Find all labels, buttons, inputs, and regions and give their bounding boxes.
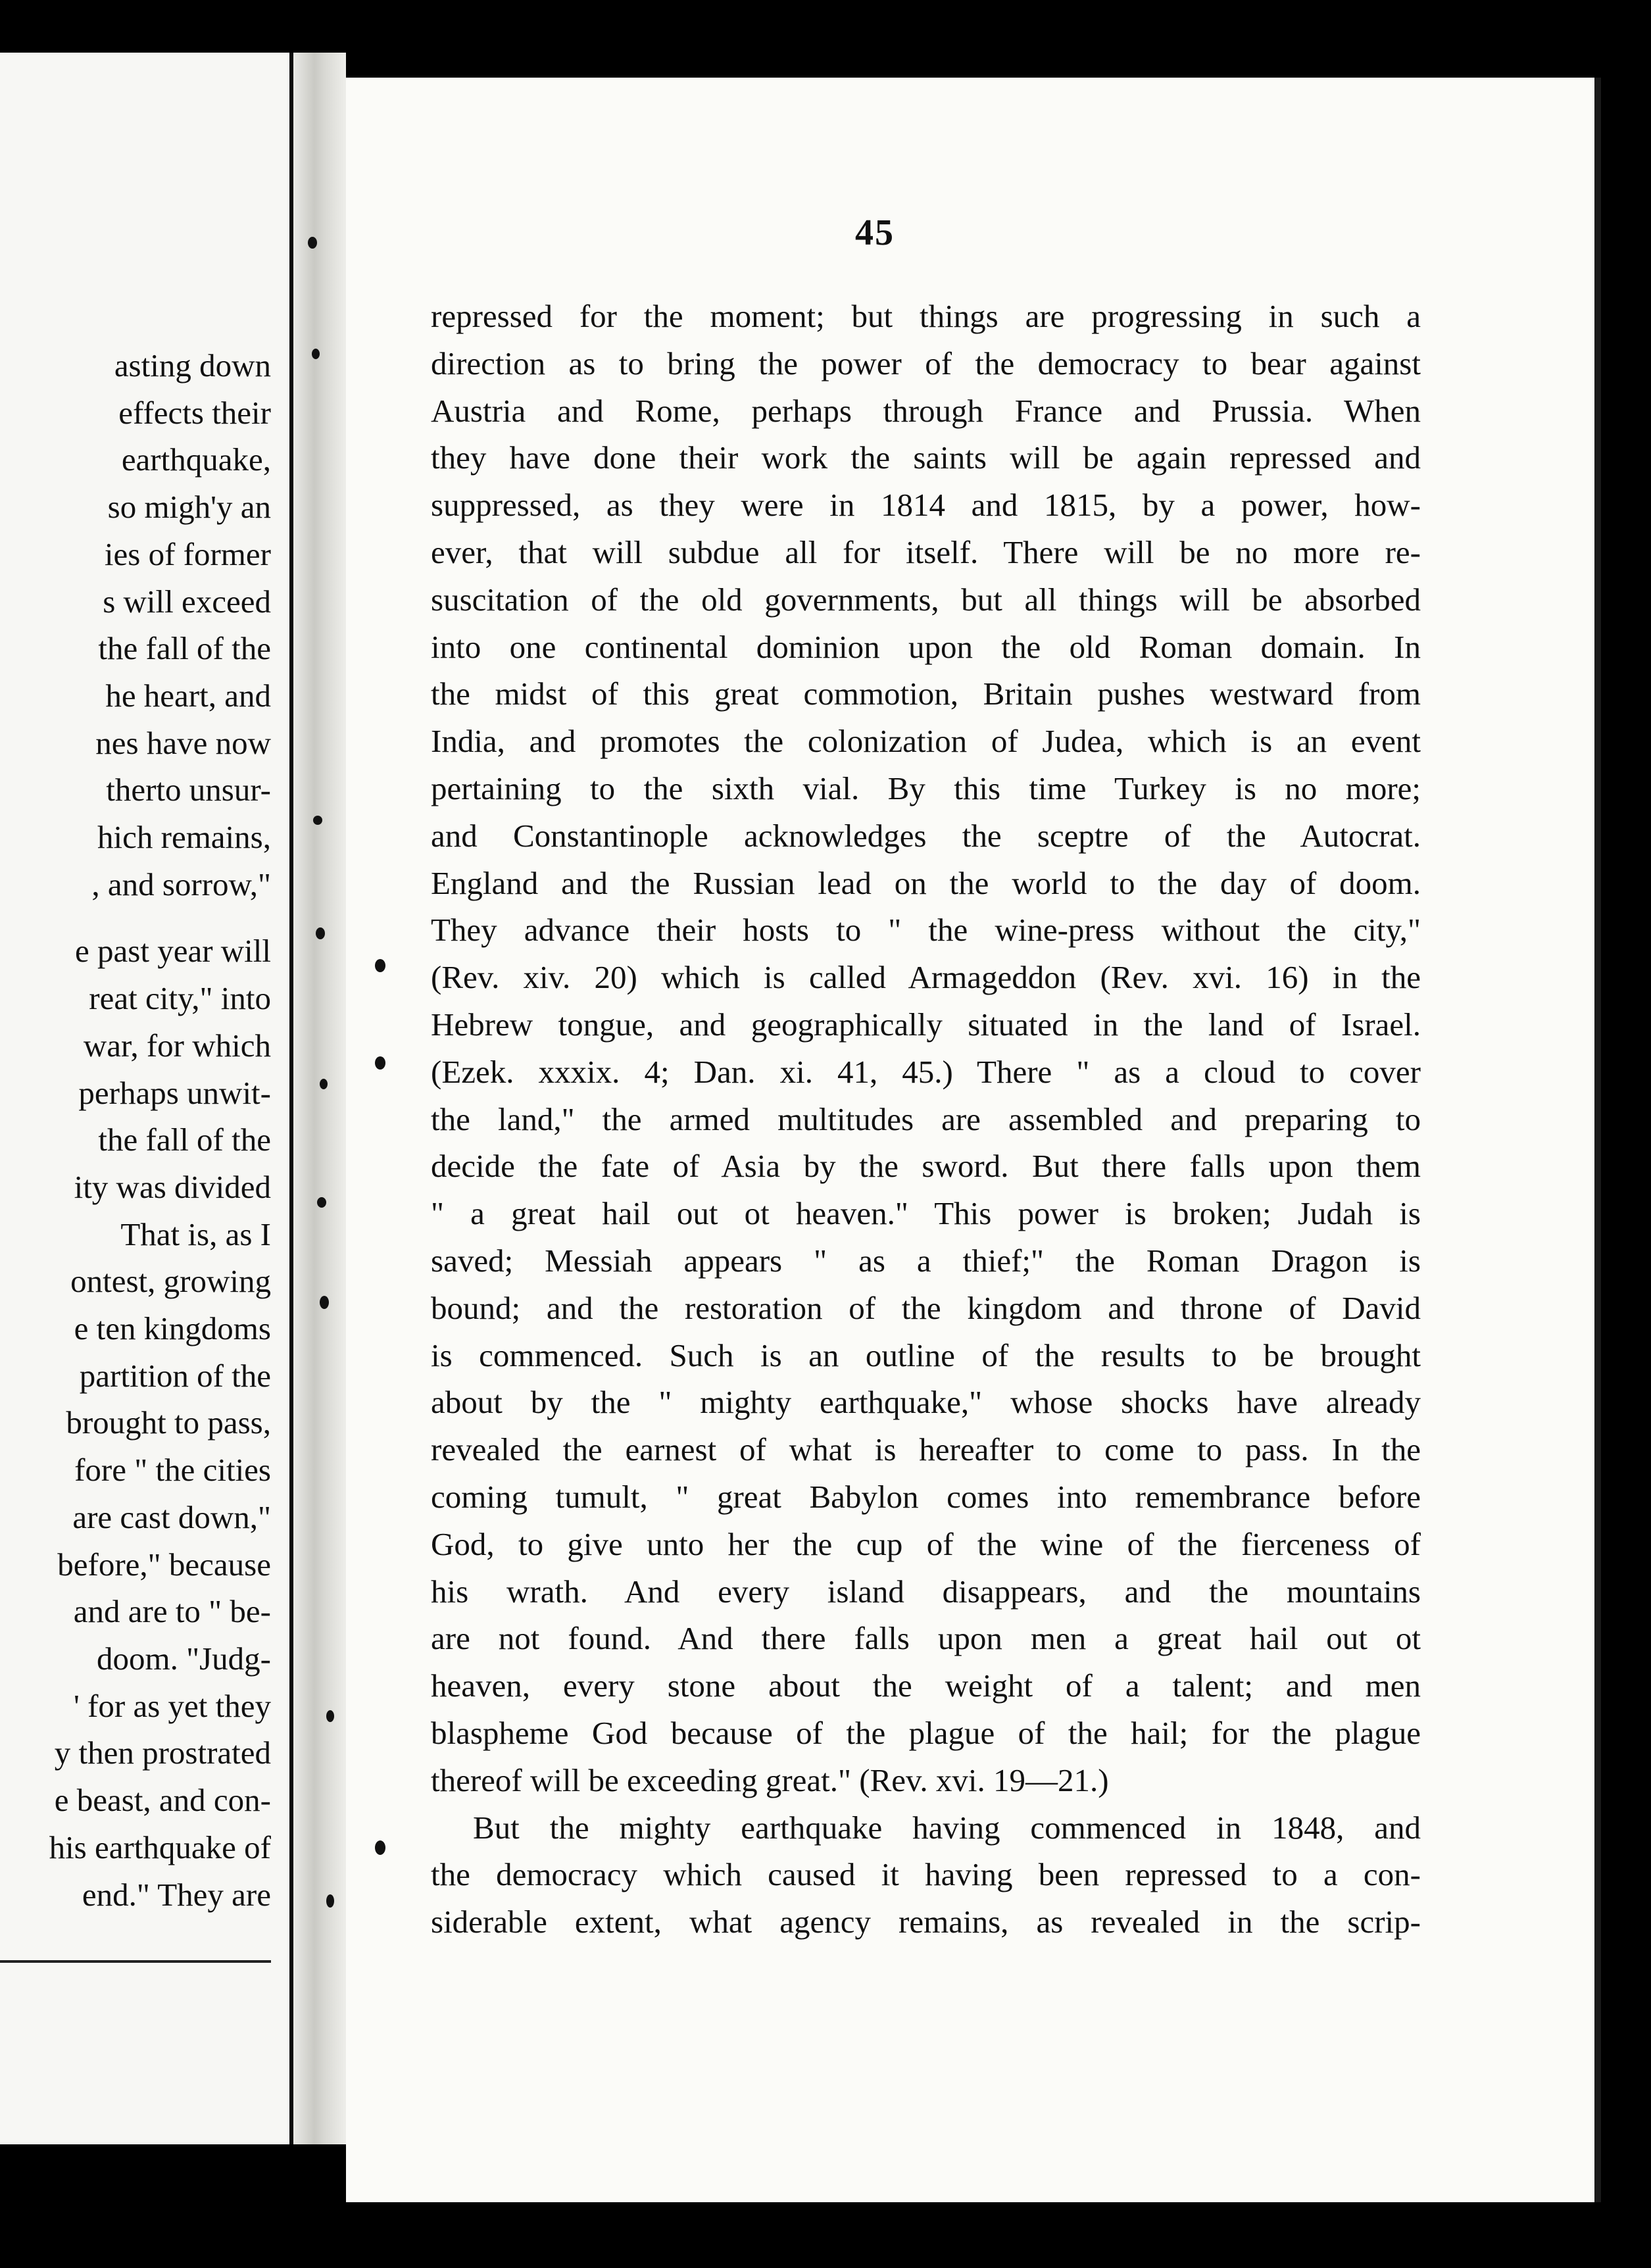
left-line: e beast, and con- <box>54 1782 271 1819</box>
text-line: (Ezek. xxxix. 4; Dan. xi. 41, 45.) There " as a cloud to cover <box>431 1053 1421 1090</box>
text-line: the land," the armed multitudes are assembled and preparing to <box>431 1100 1421 1137</box>
scan-speck <box>316 927 325 939</box>
left-line: the fall of the <box>98 1122 271 1158</box>
left-line: war, for which <box>83 1027 271 1064</box>
body-text <box>431 293 1421 1946</box>
text-line: Austria and Rome, perhaps through France and Prussia. When <box>431 392 1421 429</box>
scan-speck <box>320 1296 329 1309</box>
scan-speck <box>326 1894 334 1908</box>
left-line: and are to " be- <box>73 1593 271 1630</box>
scan-speck <box>313 816 322 825</box>
text-line: blaspheme God because of the plague of the hail; for the plague <box>431 1714 1421 1751</box>
left-line: the fall of the <box>98 630 271 667</box>
scan-speck <box>308 237 317 249</box>
left-line: doom. "Judg- <box>96 1640 271 1677</box>
left-line: nes have now <box>95 724 271 761</box>
scan-speck <box>375 1056 385 1070</box>
text-line: suscitation of the old governments, but all things will be absorbed <box>431 581 1421 618</box>
left-page-text <box>0 342 271 1918</box>
text-line: siderable extent, what agency remains, as revealed in the scrip- <box>431 1904 1421 1940</box>
left-line: e past year will <box>75 933 271 970</box>
scan-speck <box>312 349 320 359</box>
left-line: brought to pass, <box>66 1404 271 1441</box>
text-line: " a great hail out ot heaven." This power is broken; Judah is <box>431 1195 1421 1232</box>
text-line-paragraph-end: thereof will be exceeding great." (Rev. xvi. 19—21.) <box>431 1762 1109 1798</box>
text-line: into one continental dominion upon the old Roman domain. In <box>431 628 1421 665</box>
text-line: saved; Messiah appears " as a thief;" the Roman Dragon is <box>431 1242 1421 1279</box>
text-line: revealed the earnest of what is hereafter to come to pass. In the <box>431 1431 1421 1468</box>
text-line: are not found. And there falls upon men a great hail out ot <box>431 1620 1421 1657</box>
text-line: coming tumult, " great Babylon comes into remembrance before <box>431 1478 1421 1515</box>
text-line: his wrath. And every island disappears, and the mountains <box>431 1573 1421 1610</box>
footnote-rule <box>0 1960 271 1963</box>
left-line: s will exceed <box>103 583 271 620</box>
text-line: bound; and the restoration of the kingdom and throne of David <box>431 1289 1421 1326</box>
left-line: reat city," into <box>89 980 271 1017</box>
page-number: 45 <box>855 212 895 253</box>
left-line: y then prostrated <box>54 1735 271 1771</box>
text-line: direction as to bring the power of the democracy to bear against <box>431 345 1421 382</box>
scan-speck <box>326 1710 334 1722</box>
text-line: the democracy which caused it having been repressed to a con- <box>431 1856 1421 1893</box>
text-line: heaven, every stone about the weight of a talent; and men <box>431 1667 1421 1704</box>
left-line: end." They are <box>82 1876 271 1913</box>
left-facing-page <box>0 53 293 2144</box>
left-line: partition of the <box>79 1357 271 1394</box>
text-line: India, and promotes the colonization of Judea, which is an event <box>431 723 1421 760</box>
left-line: his earthquake of <box>49 1829 271 1865</box>
text-line: Hebrew tongue, and geographically situated in the land of Israel. <box>431 1006 1421 1043</box>
left-line: are cast down," <box>72 1498 271 1535</box>
left-line: asting down <box>114 347 271 383</box>
scan-speck <box>375 959 385 972</box>
left-line: ies of former <box>104 535 271 572</box>
text-line: repressed for the moment; but things are progressing in such a <box>431 298 1421 334</box>
left-line: ity was divided <box>74 1168 271 1205</box>
left-line: ontest, growing <box>70 1263 271 1300</box>
text-line: God, to give unto her the cup of the wine of the fierceness of <box>431 1525 1421 1562</box>
left-line-spacer <box>0 908 271 927</box>
page-gutter <box>293 53 346 2144</box>
left-line: he heart, and <box>105 677 271 714</box>
text-line: They advance their hosts to " the wine-press without the city," <box>431 912 1421 949</box>
scan-speck <box>375 1840 385 1855</box>
text-line-paragraph-start: But the mighty earthquake having commenced in 1848, and <box>473 1809 1421 1846</box>
left-line: therto unsur- <box>106 772 271 808</box>
page-edge-shadow <box>1594 78 1601 2202</box>
left-line: fore " the cities <box>74 1452 271 1489</box>
left-line: effects their <box>118 394 271 431</box>
scan-speck <box>320 1079 328 1089</box>
left-line: That is, as I <box>120 1216 271 1252</box>
text-line: the midst of this great commotion, Britain pushes westward from <box>431 676 1421 712</box>
left-line: perhaps unwit- <box>78 1074 271 1111</box>
left-line: ' for as yet they <box>73 1687 271 1724</box>
text-line: ever, that will subdue all for itself. There will be no more re- <box>431 533 1421 570</box>
text-line: about by the " mighty earthquake," whose shocks have already <box>431 1384 1421 1421</box>
left-line: earthquake, <box>121 441 271 478</box>
left-line: so migh'y an <box>107 489 271 526</box>
text-line: they have done their work the saints will be again repressed and <box>431 439 1421 476</box>
text-line: is commenced. Such is an outline of the results to be brought <box>431 1337 1421 1373</box>
left-line: before," because <box>57 1546 271 1583</box>
text-line: England and the Russian lead on the world to the day of doom. <box>431 864 1421 901</box>
left-line: , and sorrow," <box>91 866 271 902</box>
left-line: e ten kingdoms <box>74 1310 271 1347</box>
left-line: hich remains, <box>97 819 271 856</box>
text-line: and Constantinople acknowledges the sceptre of the Autocrat. <box>431 817 1421 854</box>
scan-speck <box>317 1197 326 1208</box>
text-line: suppressed, as they were in 1814 and 1815, by a power, how- <box>431 487 1421 524</box>
text-line: pertaining to the sixth vial. By this time Turkey is no more; <box>431 770 1421 806</box>
text-line: (Rev. xiv. 20) which is called Armageddon (Rev. xvi. 16) in the <box>431 959 1421 996</box>
text-line: decide the fate of Asia by the sword. But there falls upon them <box>431 1148 1421 1185</box>
